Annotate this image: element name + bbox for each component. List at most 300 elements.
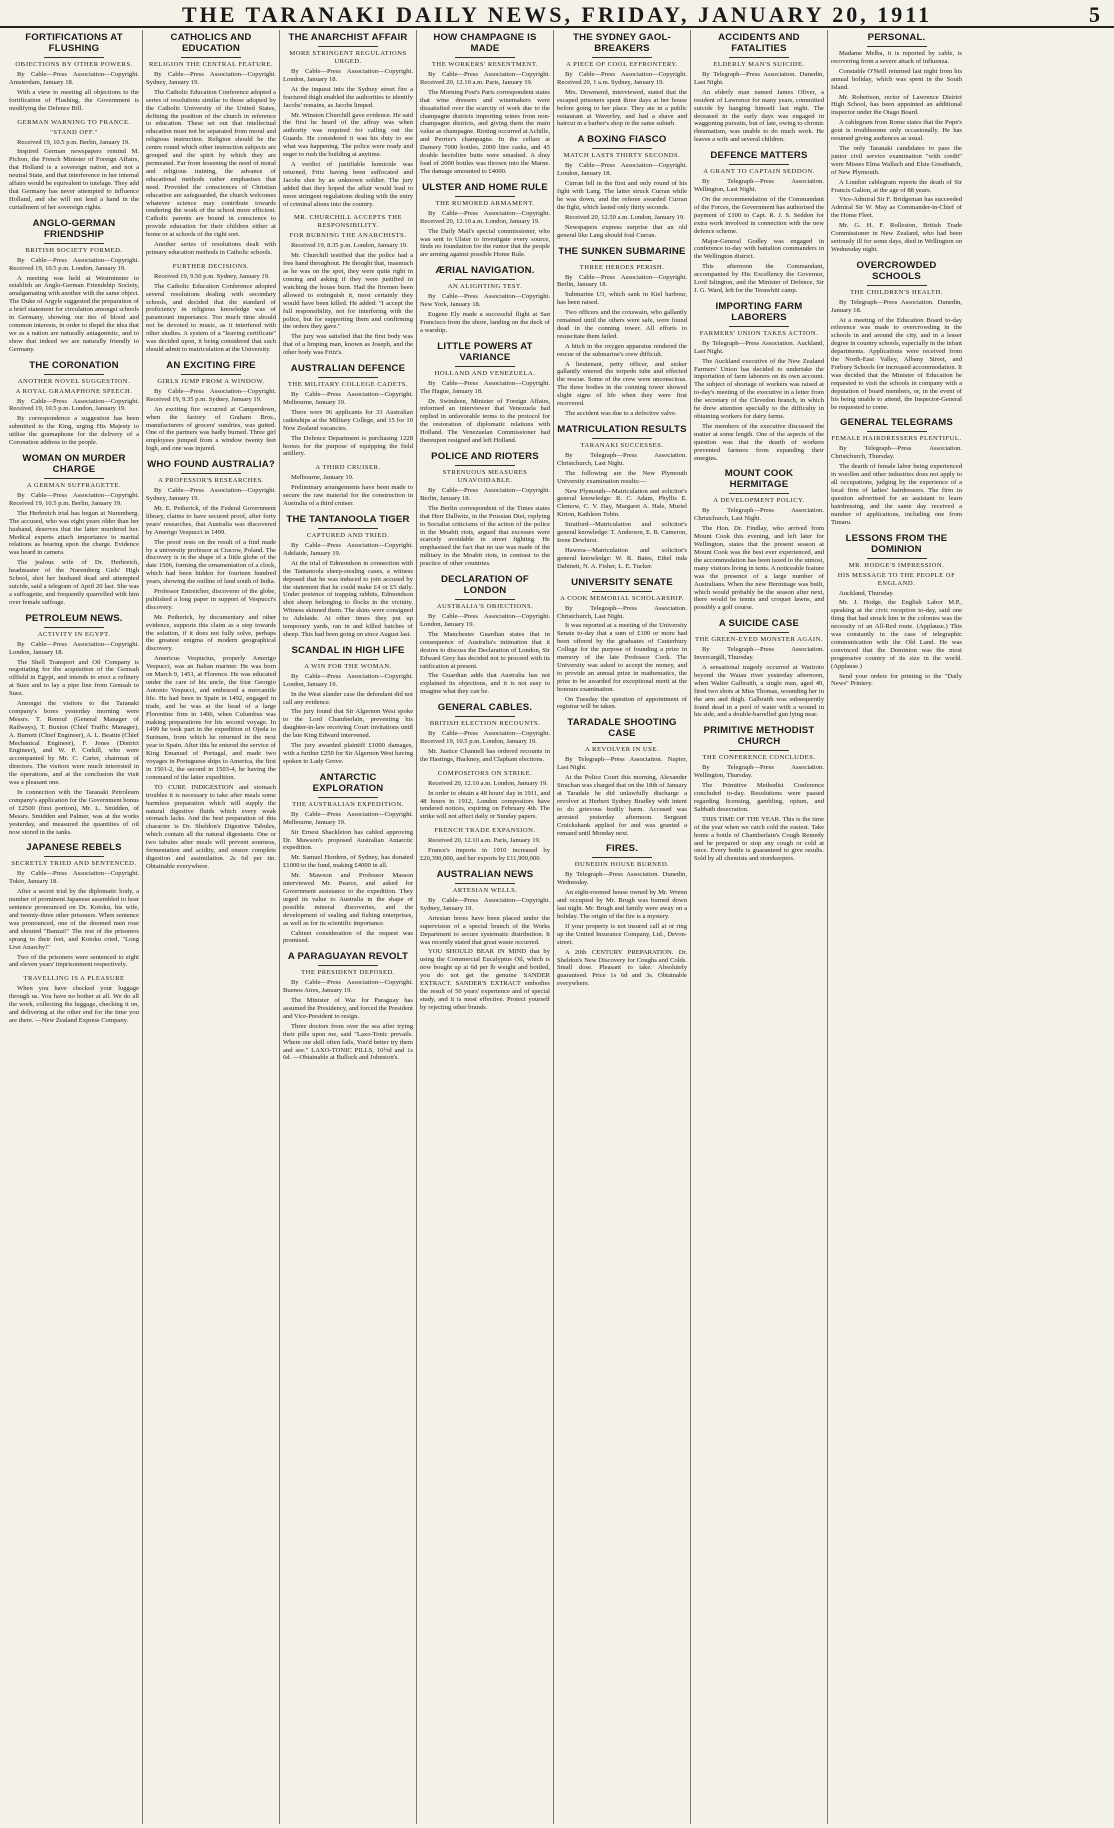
article-paragraph: By Cable—Press Association—Copyright. The Hague, January 18.	[420, 379, 550, 395]
article	[420, 770, 550, 822]
article-paragraph: At the inquest into the Sydney street fire a fractured thigh enabled the authorities to identify Jacobs' remains, as Jacobs limped.	[283, 85, 413, 109]
article	[831, 533, 962, 689]
article-paragraph: At the trial of Edmondson in connection with the Tantanoola sheep-stealing cases, a witness deposed that he was induced to join accused by the statement that he could make £4 or £5 daily. Under pretence of trapping rabbits, Edmondson shot sheep belonging to flocks in the vicinity. Witness skinned them. The skins were consigned to Adelaide. At other times they put up temporary yards, ran in and killed batches of sheep. This had been going on since August last.	[283, 559, 413, 638]
article-subheading: A PIECE OF COOL EFFRONTERY.	[566, 61, 678, 68]
article-paragraph: The jury awarded plaintiff £1000 damages, with a further £250 for Sir Algernon West having spoken to Lady Grove.	[283, 742, 413, 765]
article-headline: THE SUNKEN SUBMARINE	[558, 245, 686, 257]
article-headline: LESSONS FROM THE DOMINION	[845, 532, 948, 555]
headline-rule	[729, 164, 789, 165]
article-headline: THE TANTANOOLA TIGER	[286, 513, 410, 525]
article-paragraph: In order to obtain a 48 hours' day in 1911, and 48 hours in 1912, London compositors have tendered notices, expiring on February 4th. The strike will not affect daily or Sunday papers.	[420, 789, 550, 821]
article-paragraph: By Telegraph—Press Association. Christchurch, Thursday.	[831, 445, 962, 461]
column-6	[691, 30, 828, 1824]
headline-rule	[729, 57, 789, 58]
headline-rule	[592, 260, 652, 261]
article	[9, 453, 139, 607]
article-paragraph: Mr. Churchill testified that the police had a free hand throughout. He thought that, inasmuch as he was on the spot, they were quite right in coming and asking if they were justified in watching the house burn. Had the firemen been allowed to extinguish it, most certainly they would have been killed. He added: "I accept the full responsibility, not for interfering with the police, but for supporting them and confirming the orders they gave."	[283, 252, 413, 331]
article-paragraph: Auckland, Thursday.	[839, 589, 894, 597]
article-paragraph: Newspapers express surprise that an old general like Lang should foul Curran.	[557, 223, 687, 239]
article-paragraph: There were 96 applicants for 33 Australian cadetships at the Military College, and 15 for 10 New Zealand vacancies.	[283, 408, 413, 432]
article	[283, 363, 413, 458]
article	[283, 214, 413, 357]
headline-rule	[592, 857, 652, 858]
article-paragraph: This afternoon the Commandant, accompanied by His Excellency the Governor, Lord Islington, and the Minister of Defence, Sir J. G. Ward, left for the Terawhiti camp.	[694, 263, 824, 294]
article-paragraph: The proof rests on the result of a find made by a university professor at Cracow, Poland. The discovery is in the shape of a little globe of the date 1506, forming the ornamentation of a clock, which had been hidden for fourteen hundred years, showing the outline of land south of India.	[146, 538, 276, 586]
article-paragraph: The only Taranaki candidates to pass the junior civil service examination "with credit" were Misses Elma Wallach and Elsie Greatbatch, of New Plymouth.	[831, 144, 962, 176]
headline-rule	[455, 716, 515, 717]
article-subheading: ACTIVITY IN EGYPT.	[37, 630, 111, 638]
article-paragraph: Amongst the visitors to the Taranaki company's bores yesterday morning were Messrs. T. Renouf (General Manager of Railways), T. Buxton (Chief Traffic Manager), A. Burnett (Chief Engineer), A. L. Beattie (Chief Mechanical Engineer), F. Jones (District Engineer), and W. P. Corkill, who were accompanied by Mr. C. Carter, chairman of directors. The visitors were much interested in the operations, and at the conclusion the visit was a pleasant one.	[9, 700, 139, 787]
column-2	[143, 30, 280, 1824]
article-subheading: THE CONFERENCE CONCLUDES.	[702, 754, 816, 762]
article	[283, 514, 413, 639]
headline-rule	[867, 558, 927, 559]
article-paragraph: Curran fell in the first and only round of his fight with Lang. The latter struck Curran while he was down, and the referee awarded Curran the fight, which lasted only thirty seconds.	[557, 180, 687, 211]
article-headline: ACCIDENTS AND FATALITIES	[718, 32, 800, 54]
article-subheading: A PROFESSOR'S RESEARCHES.	[158, 477, 264, 485]
article-paragraph: TO CURE INDIGESTION and stomach troubles it is necessary to take after meals some harmless preparation which will supply the natural digestive fluids which every weak stomach lacks. And the best preparation of this character is Dr. Sheldon's Digestive Tabules, which contain all the natural digestants. One or two tabules after meals will prevent sourness, fermentation and acidity, and ensure complete digestion and assimilation. 2s 6d per tin. Obtainable everywhere.	[146, 783, 276, 870]
article	[9, 975, 139, 1025]
article-headline: LITTLE POWERS AT VARIANCE	[437, 340, 533, 363]
headline-rule	[318, 46, 378, 47]
headline-rule	[44, 627, 104, 628]
article-paragraph: The Daily Mail's special commissioner, who was sent to Ulster to investigate every source, finds no foundation for the rumor that the people are arming against possible Home Rule.	[420, 227, 550, 259]
headline-rule	[455, 599, 515, 600]
article-headline: THE CORONATION	[29, 359, 119, 371]
article-paragraph: By Telegraph—Press Association. Invercargill, Thursday.	[694, 646, 824, 662]
article-paragraph: By Telegraph—Press Association. Auckland, Last Night.	[694, 339, 824, 355]
article-subheading: AN ALIGHTING TEST.	[447, 283, 523, 291]
article-paragraph: Send your orders for printing to the "Daily News" Printery.	[831, 672, 962, 688]
headline-rule	[318, 797, 378, 798]
headline-rule	[729, 493, 789, 494]
article-headline: IMPORTING FARM LABORERS	[715, 300, 803, 323]
article	[694, 618, 824, 719]
article	[146, 263, 276, 354]
article-headline: MATRICULATION RESULTS	[557, 423, 687, 435]
article-headline: FIRES.	[605, 843, 639, 855]
article-paragraph: By correspondence a suggestion has been submitted to the King, urging His Majesty to utilise the gramaphone for the delivery of a Coronation address to the people.	[9, 415, 139, 447]
headline-rule	[318, 659, 378, 660]
article-headline: OVERCROWDED SCHOOLS	[856, 259, 937, 282]
article	[831, 417, 962, 526]
article-subheading: ELDERLY MAN'S SUICIDE.	[713, 61, 805, 68]
article-subheading: MORE STRINGENT REGULATIONS URGED.	[289, 50, 407, 65]
article-paragraph: On Tuesday the question of appointment of registrar will be taken.	[557, 695, 687, 711]
article-paragraph: Sir Ernest Shackleton has cabled approving Dr. Mawson's proposed Australian Antarctic expedition.	[283, 828, 413, 852]
article-paragraph: By Cable—Press Association—Copyright. New York, January 18.	[420, 293, 550, 309]
article-paragraph: Hawera—Matriculation and solicitor's general knowledge: W. R. Bates, Ethel inda Dabinett, N. A. Fisher, L. E. Tucker.	[557, 546, 687, 570]
article	[694, 150, 824, 295]
headline-rule	[44, 478, 104, 479]
article-headline: SCANDAL IN HIGH LIFE	[291, 644, 405, 656]
article-headline: HOW CHAMPAGNE IS MADE	[433, 32, 537, 54]
article-paragraph: Dr. Swindeen, Minister of Foreign Affairs, informed an interviewer that Venezuela had replied in unfavorable terms to the protocol for the restoration of diplomatic relations with Holland. The Venezuelan Commissioner had thereupon resigned and left Holland.	[420, 397, 550, 445]
article-subheading: FEMALE HAIRDRESSERS PLENTIFUL.	[831, 435, 962, 443]
article	[9, 119, 139, 212]
article-paragraph: THIS TIME OF THE YEAR. This is the time of the year when we catch cold the easiest. Take home a bottle of Chamberlain's Cough Remedy and be prepared to stop any cough or cold at once. Every bottle is guaranteed to give results. Sold by all chemists and storekeepers.	[694, 815, 824, 863]
article-paragraph: By Cable—Press Association—Copyright. Received 19, 9.35 p.m. Sydney, January 19.	[146, 387, 276, 403]
article-paragraph: Mr. Petherick, by documentary and other evidence, supports this claim as a step towards the solution, if it does not fully solve, perhaps the greatest enigma of modern geographical discovery.	[146, 613, 276, 653]
article-paragraph: The following are the New Plymouth University examination results:—	[557, 469, 687, 485]
article	[283, 464, 413, 508]
article	[9, 32, 139, 113]
article-paragraph: The Manchester Guardian states that in consequence of Australia's intimation that it desires to discuss the Declaration of London, Sir Edward Grey has decided not to proceed with its ratification at present.	[420, 630, 550, 670]
article-subheading: HOLLAND AND VENEZUELA.	[434, 369, 536, 377]
article-paragraph: Received 19, 8.35 p.m. London, January 19.	[291, 242, 408, 250]
newspaper-title: THE TARANAKI DAILY NEWS, FRIDAY, JANUARY 20, 1911	[181, 2, 933, 27]
article-paragraph: A sensational tragedy occurred at Waiiroto beyond the Waiau river yesterday afternoon, when Walter Galbraith, a single man, aged 40, fired two shots at Miss Thomas, wounding her in the arm and thigh. Galbraith was subsequently found dead in a pool of water with a wound in his side, and a double-barrelled gun lying near.	[694, 664, 824, 719]
article-paragraph: Artesian bores have been placed under the supervision of a special branch of the Works Department to secure systematic distribution. It was recently stated that great waste occurred.	[420, 914, 550, 946]
article-paragraph: Mrs. Dowmend, interviewed, stated that the escaped prisoners spent three days at her house before going to her place. They ate in a public restaurant at Waverley, and had a shave and haircut in a barber's shop in the same suburb.	[557, 88, 687, 128]
article-subheading: FARMERS' UNION TAKES ACTION.	[699, 329, 819, 337]
article	[9, 360, 139, 447]
article-paragraph: By Cable—Press Association—Copyright. Received 20, 12.10 a.m. Paris, January 19.	[420, 71, 550, 86]
article-paragraph: By Cable—Press Association—Copyright. Berlin, January 18.	[557, 273, 687, 289]
article-paragraph: The Primitive Methodist Conference concluded to-day. Resolutions were passed regarding licensing, gambling, opium, and Sabbath desecration.	[694, 782, 824, 813]
article	[831, 260, 962, 412]
article-paragraph: The accident was due to a defective valve.	[565, 410, 677, 417]
article	[557, 246, 687, 418]
article-headline: DECLARATION OF LONDON	[441, 574, 529, 597]
article-paragraph: The jury was satisfied that the first body was that of a limping man, known as Joseph, and the other body was Fritz's.	[283, 333, 413, 357]
article-headline: AUSTRALIAN NEWS	[436, 869, 534, 880]
article-paragraph: On the recommendation of the Commandant of the Forces, the Government has authorised the payment of £100 to Capt. R. J. S. Seddon for extra work involved in connection with the new defence scheme.	[694, 195, 824, 235]
article-paragraph: Received 20, 12.50 a.m. London, January 19.	[565, 213, 685, 221]
headline-rule	[867, 285, 927, 286]
article-subheading: HIS MESSAGE TO THE PEOPLE OF ENGLAND.	[837, 571, 956, 587]
article	[283, 645, 413, 766]
article-subheading: THREE HEROES PERISH.	[579, 263, 665, 271]
article-paragraph: The Berlin correspondent of the Times states that Herr Dallwitz, in the Prussian Diet, replying to Socialist criticisms of the action of the police in the Moabit riots, argued that excesses were scarcely avoidable in street fighting. He emphasised the fact that no use was made of the military in the Moabit riots, in contrast to the practice of other countries.	[420, 504, 550, 568]
article-paragraph: By Telegraph—Press Association. Dunedin, Last Night.	[694, 71, 824, 86]
article-headline: TARADALE SHOOTING CASE	[567, 717, 677, 740]
article-subheading: THE AUSTRALIAN EXPEDITION.	[292, 800, 404, 808]
article-paragraph: Three doctors from over the sea after trying their pills upon me, said "Laxo-Tonic prevails. Where our skill often fails, You'd better try them and see." LAXO-TONIC PILLS, 10½d and 1s 6d. —Obtainable at Bullock and Johnston's.	[283, 1022, 413, 1062]
article-headline: AUSTRALIAN DEFENCE	[290, 363, 406, 375]
article	[283, 32, 413, 208]
column-7	[828, 30, 965, 1824]
article-subheading: RELIGION THE CENTRAL FEATURE.	[148, 61, 274, 68]
article-paragraph: The jealous wife of Dr. Herbreich, headmaster of the Nuremberg Girls' High School, shot her husband dead and attempted suicide, said a telegram of April 20 last. She was a suffragette, and frequently quarrelled with him over female suffrage.	[9, 559, 139, 606]
article	[146, 32, 276, 257]
article-paragraph: An exciting fire occurred at Camperdown, when the factory of Graham Bros., manufacturers of grocers' sundries, was gutted. One of the partners was badly burned. Three girl employees jumped from a window twenty feet high, and one was injured.	[146, 405, 276, 453]
article	[557, 32, 687, 128]
columns-container	[6, 30, 1108, 1824]
article-subheading: MR. CHURCHILL ACCEPTS THE RESPONSIBILITY.	[293, 214, 403, 230]
article-paragraph: By Cable—Press Association—Copyright. London, January 18.	[283, 68, 413, 83]
article-subheading: A REVOLVER IN USE.	[585, 746, 659, 754]
column-4	[417, 30, 554, 1824]
headline-rule	[318, 528, 378, 529]
article-subheading: ANOTHER NOVEL SUGGESTION.	[17, 377, 131, 385]
article-subheading: FOR BURNING THE ANARCHISTS.	[289, 232, 407, 240]
article-headline: PERSONAL.	[867, 32, 926, 43]
article-paragraph: The Minister of War for Paraguay has assumed the Presidency, and forced the President and Vice-President to resign.	[283, 997, 413, 1020]
article-headline: CATHOLICS AND EDUCATION	[170, 32, 252, 54]
article	[420, 182, 550, 259]
headline-rule	[592, 148, 652, 149]
article-paragraph: By Cable—Press Association—Copyright. London, January 18.	[557, 162, 687, 178]
article-paragraph: Received 20, 12.10 a.m. London, January 19.	[428, 779, 548, 787]
article	[420, 827, 550, 863]
article-paragraph: Received 20, 12.10 a.m. Paris, January 19.	[428, 837, 541, 845]
article-subheading: MATCH LASTS THIRTY SECONDS.	[563, 152, 681, 160]
headline-rule	[455, 279, 515, 280]
headline-rule	[867, 431, 927, 432]
article-paragraph: With a view to meeting all objections to the fortification of Flushing, the Government is modifying the Defence Bill.	[9, 88, 139, 112]
article-paragraph: By Telegraph—Press Association. Wellington, Last Night.	[694, 178, 824, 194]
article-paragraph: The Auckland executive of the New Zealand Farmers' Union has decided to undertake the importation of farm laborers on its own account. The subject of shortage of workers was raised at to-day's meeting of the executive in a letter from the secretary of the Clevedon branch, in which he drew attention specially to the difficulty in obtaining workers for dairy farms.	[694, 357, 824, 420]
article	[420, 451, 550, 568]
article-paragraph: In connection with the Taranaki Petroleum company's application for the Government bonus of £2500 (first portion), Mr. L. Smidden, of Messrs. Smidden and Palmer, was at the works yesterday, and measured the quantities of oil now stored in the tanks.	[9, 789, 139, 836]
article-paragraph: By Cable—Press Association—Copyright. London, January 19.	[283, 672, 413, 688]
article-headline: JAPANESE REBELS	[26, 842, 122, 854]
article-paragraph: Another series of resolutions dealt with primary education methods in Catholic schools.	[146, 241, 276, 256]
article-paragraph: Melbourne, January 19.	[291, 474, 354, 482]
article	[694, 32, 824, 144]
article-paragraph: France's imports in 1910 increased by £20,390,000, and her exports by £11,900,000.	[420, 847, 550, 863]
article-subheading: GIRLS JUMP FROM A WINDOW.	[157, 377, 265, 385]
article	[9, 613, 139, 837]
article-paragraph: In the West slander case the defendant did not call any evidence.	[283, 690, 413, 706]
article-paragraph: Two officers and the coxswain, who gallantly remained until the others were safe, were found dead in the conning tower. All efforts to resuscitate them failed.	[557, 309, 687, 340]
article-subheading: A THIRD CRUISER.	[315, 464, 381, 472]
article	[420, 341, 550, 445]
article-paragraph: Two of the prisoners were sentenced to eight and eleven years' imprisonment respectively.	[9, 953, 139, 969]
article-subheading: TRAVELLING IS A PLEASURE	[23, 975, 125, 983]
headline-rule	[867, 46, 927, 47]
article-subheading: SECRETLY TRIED AND SENTENCED.	[11, 860, 137, 868]
article	[831, 32, 962, 254]
article-headline: ULSTER AND HOME RULE	[422, 181, 548, 193]
article-headline: MOUNT COOK HERMITAGE	[724, 468, 794, 491]
article-headline: FORTIFICATIONS AT FLUSHING	[25, 32, 123, 54]
article-paragraph: By Cable—Press Association—Copyright. Received 19, 10.5 p.m. London, January 19.	[9, 256, 139, 272]
article-paragraph: By Cable—Press Association—Copyright. Sydney, January 19.	[146, 487, 276, 503]
article-headline: THE ANARCHIST AFFAIR	[288, 32, 408, 43]
article-headline: THE SYDNEY GAOL-BREAKERS	[573, 32, 671, 54]
article-subheading: COMPOSITORS ON STRIKE.	[437, 769, 533, 777]
article-paragraph: By Cable—Press Association—Copyright. London, January 18.	[9, 640, 139, 656]
article-subheading: THE GREEN-EYED MONSTER AGAIN.	[694, 636, 824, 644]
article-paragraph: Professor Entreicher, discoverer of the globe, published a long paper in support of Vespucci's discovery.	[146, 588, 276, 611]
article-subheading: FURTHER DECISIONS.	[172, 262, 250, 270]
article-headline: UNIVERSITY SENATE	[571, 576, 673, 588]
headline-rule	[592, 57, 652, 58]
article-paragraph: By Cable—Press Association—Copyright. Melbourne, January 19.	[283, 810, 413, 826]
article-subheading: MR. HODGE'S IMPRESSION.	[848, 561, 945, 569]
article-paragraph: Cabinet consideration of the request was promised.	[283, 929, 413, 945]
article	[9, 218, 139, 354]
article-subheading: THE RUMORED ARMAMENT.	[435, 199, 535, 207]
headline-rule	[455, 366, 515, 367]
article-paragraph: Major-General Godley was engaged in conference to-day with battalion commanders in the Wellington district.	[694, 237, 824, 261]
article	[420, 702, 550, 764]
article	[694, 725, 824, 863]
article-paragraph: By Cable—Press Association—Copyright. Received 20, 1 a.m. Sydney, January 19.	[557, 71, 687, 86]
article-paragraph: By Cable—Press Association—Copyright. Berlin, January 18.	[420, 487, 550, 502]
article-subheading: OBJECTIONS BY OTHER POWERS.	[15, 61, 133, 68]
article-headline: ANTARCTIC EXPLORATION	[312, 771, 384, 794]
headline-rule	[592, 438, 652, 439]
article-headline: AN EXCITING FIRE	[166, 359, 256, 371]
article-paragraph: Stratford—Matriculation and solicitor's general knowledge: T. Anderson, E. B. Cameron, Irene Dewhirst.	[557, 521, 687, 544]
article-paragraph: Mr. Winston Churchill gave evidence. He said the first he heard of the affray was when authority was required for calling out the Guards. He considered it was his duty to see what was happening. The police were ready and eager to rush the building at anytime.	[283, 111, 413, 159]
article-headline: POLICE AND RIOTERS	[431, 451, 539, 462]
article-paragraph: Eugene Ely made a successful flight at San Francisco from the shore, landing on the deck of a warship.	[420, 311, 550, 334]
masthead	[0, 0, 1114, 28]
article-subheading: DUNEDIN HOUSE BURNED.	[574, 861, 670, 869]
article-headline: A SUICIDE CASE	[718, 618, 800, 630]
headline-rule	[729, 750, 789, 751]
article-paragraph: Mr. Samuel Hordern, of Sydney, has donated £1000 to the fund, making £4000 in all.	[283, 854, 413, 870]
article-subheading: BRITISH ELECTION RECOUNTS.	[429, 720, 541, 728]
article-paragraph: A meeting was held at Westminster to establish an Anglo-German Friendship Society, amalgamating with another with the same object. The Duke of Argyle suggested the preparation of a brief statement for circulation amongst schools in Germany, showing our ties of blood and common interests, in order to dispel the idea that we as a nation are naturally antagonistic, and to show that indeed we are naturally friendly to Germany.	[9, 274, 139, 353]
article-paragraph: Mr. E. Petherick, of the Federal Government library, claims to have secured proof, after forty years' researches, that Australia was discovered by Amerigo Vespucci in 1499.	[146, 504, 276, 536]
article-paragraph: Vice-Admiral Sir F. Bridgeman has succeeded Admiral Sir W. May as Commander-in-Chief of the Home Fleet.	[831, 196, 962, 220]
article-paragraph: Mr. Robertson, rector of Lawrence District High School, has been appointed an additional inspector under the Otago Board.	[831, 93, 962, 117]
article-headline: A BOXING FIASCO	[577, 134, 667, 146]
article-headline: GENERAL TELEGRAMS	[839, 417, 954, 429]
article	[146, 360, 276, 453]
article-paragraph: By Telegraph—Press Association. Christchurch, Last Night.	[557, 451, 687, 467]
article-subheading: GERMAN WARNING TO FRANCE.	[17, 118, 131, 126]
headline-rule	[44, 243, 104, 244]
article-paragraph: The dearth of female labor being experienced in woollen and other industries does not apply to all occupations, judging by the experience of a local firm of ladies' hairdressers. The firm in question advertised for an assistant to learn hairdressing, and the same day received a number of applications, including one from Timaru.	[831, 463, 962, 526]
article-paragraph: A London cablegram reports the death of Sir Francis Galton, at the age of 88 years.	[831, 178, 962, 194]
article-paragraph: By Cable—Press Association—Copyright. Melbourne, January 19.	[283, 391, 413, 406]
article-headline: GENERAL CABLES.	[437, 702, 533, 714]
article	[557, 717, 687, 837]
article	[146, 459, 276, 871]
headline-rule	[729, 632, 789, 633]
article	[557, 424, 687, 571]
article-paragraph: By Cable—Press Association—Copyright. Received 20, 12.10 a.m. London, January 19.	[420, 209, 550, 225]
article-paragraph: Mr. G. H. F. Rolleston, British Trade Commissioner in New Zealand, who had been seriously ill for some days, died in Wellington on Wednesday night.	[831, 222, 962, 253]
article-subheading: THE CHILDREN'S HEALTH.	[850, 288, 943, 296]
article-paragraph: By Cable—Press Association—Copyright. Tokio, January 18.	[9, 870, 139, 886]
article	[9, 842, 139, 969]
article-paragraph: By Telegraph—Press Association. Christchurch, Last Night.	[557, 604, 687, 620]
article-paragraph: By Cable—Press Association—Copyright. Received 19, 10.5 p.m. Berlin, January 19.	[9, 492, 139, 507]
article-paragraph: By Cable—Press Association—Copyright. Received 19, 10.5 p.m. London, January 19.	[420, 730, 550, 746]
article-paragraph: The Catholic Education Conference adopted several resolutions dealing with secondary schools, and decided that the standard of proficiency in religious knowledge was of paramount importance. Too much time should not be devoted to music, as it interfered with other studies. A system of a "leaving certificate" was decided upon, it being considered that such should admit to matriculation at the University.	[146, 282, 276, 353]
article-headline: ÆRIAL NAVIGATION.	[435, 265, 535, 277]
article-subheading: STRENUOUS MEASURES UNAVOIDABLE.	[442, 469, 528, 484]
article	[420, 574, 550, 696]
article-paragraph: An elderly man named James Oliver, a resident of Lawrence for many years, committed suicide by hanging himself last night. The deceased in the early days was engaged in waggoning pursuits, but of late, owing to chronic rheumatism, was unable to do much work. He leaves a wife and several children.	[694, 88, 824, 144]
article-paragraph: Constable O'Neill returned last night from his annual holiday, which was spent in the South Island.	[831, 67, 962, 91]
article-paragraph: Mr. Justice Channell has ordered recounts in the Hastings, Hackney, and Clapham elections.	[420, 747, 550, 763]
article-headline: WOMAN ON MURDER CHARGE	[22, 453, 126, 475]
page-number: 5	[1089, 2, 1100, 27]
article-subheading: A ROYAL GRAMAPHONE SPEECH.	[15, 387, 133, 395]
article-subheading: TARANAKI SUCCESSES.	[580, 441, 664, 449]
article-subheading: CAPTURED AND TRIED.	[306, 531, 390, 539]
article-paragraph: By Telegraph—Press Association. Dunedin, Wednesday.	[557, 871, 687, 887]
headline-rule	[729, 326, 789, 327]
article-paragraph: By Telegraph—Press Association. Dunedin, January 18.	[831, 298, 962, 314]
headline-rule	[44, 57, 104, 58]
article-paragraph: By Cable—Press Association—Copyright. Buenos Aires, January 19.	[283, 979, 413, 995]
article-paragraph: It was reported at a meeting of the University Senate to-day that a sum of £100 or more had been offered by the graduates of Canterbury College for the purpose of founding a prize in memory of the late Professor Cook. The University was asked to accept the money, and to provide an annual prize in mathematics, the prize to be awarded for exceptional merit at the honours examination.	[557, 622, 687, 693]
article	[694, 468, 824, 612]
article-paragraph: At a meeting of the Education Board to-day reference was made to overcrowding in the schools in and around the city, and in a lesser degree in country schools, especially in the infant departments. Applications were received from the North-East Valley, Albany Street, and Forbury Schools for increased accommodation. It was decided that the Minister of Education be requested to visit the schools in company with a deputation of board members, or, in the event of his being unable to attend, the Inspector-General be requested to come.	[831, 316, 962, 411]
article-subheading: A DEVELOPMENT POLICY.	[713, 497, 805, 505]
headline-rule	[181, 57, 241, 58]
article-subheading: A COOK MEMORIAL SCHOLARSHIP.	[560, 594, 684, 602]
article-paragraph: An eight-roomed house owned by Mr. Wrenn and occupied by Mr. Brugh was burned down last night. Mr. Brugh and family were away on a holiday. The origin of the fire is a mystery.	[557, 889, 687, 920]
article-headline: ANGLO-GERMAN FRIENDSHIP	[32, 217, 116, 240]
article-headline: WHO FOUND AUSTRALIA?	[147, 459, 275, 471]
article	[557, 843, 687, 988]
article-paragraph: The Shell Transport and Oil Company is negotiating for the acquisition of the Gemsah oilfield in Egypt, and intends to erect a refinery at Suez and to lay a pipe line from Gemsah to Suez.	[9, 658, 139, 698]
article	[283, 772, 413, 946]
article-paragraph: By Cable—Press Association—Copyright. Amsterdam, January 18.	[9, 71, 139, 86]
article	[420, 32, 550, 176]
article	[694, 301, 824, 463]
headline-rule	[455, 196, 515, 197]
article-paragraph: The Guardian adds that Australia has not explained its objections, and it is not easy to imagine what they can be.	[420, 672, 550, 696]
article-subheading: ARTESIAN WELLS.	[452, 887, 518, 894]
article-subheading: BRITISH SOCIETY FORMED.	[25, 246, 123, 254]
headline-rule	[181, 374, 241, 375]
column-5	[554, 30, 691, 1824]
article-headline: A PARAGUAYAN REVOLT	[287, 951, 409, 963]
article-paragraph: By Cable—Press Association—Copyright. London, January 19.	[420, 613, 550, 628]
article-paragraph: Preliminary arrangements have been made to secure the raw material for the construction in Australia of a third cruiser.	[283, 484, 413, 508]
headline-rule	[44, 856, 104, 857]
article-paragraph: A 20th CENTURY PREPARATION. Dr. Sheldon's New Discovery for Coughs and Colds. Small dose. Pleasant to take. Absolutely guaranteed. Price 1s 6d and 3s. Obtainable everywhere.	[557, 948, 687, 988]
article-paragraph: By Telegraph—Press Association. Wellington, Thursday.	[694, 764, 824, 780]
article-paragraph: Received 19, 10.5 p.m. Berlin, January 19.	[17, 138, 130, 146]
article	[557, 577, 687, 712]
article-paragraph: By Cable—Press Association—Copyright. Received 19, 10.5 p.m. London, January 19.	[9, 397, 139, 413]
article-paragraph: After a secret trial by the diplomatic body, a number of prominent Japanese assembled to hear sentence pronounced on Dr. Kotoku, his wife, and twenty-three other prisoners. When sentence was pronounced, one of the doomed men rose and shouted "Banzai!" The rest of the prisoners sprang to their feet, and Kotoku cried, "Long Live Anarchy!"	[9, 888, 140, 951]
article-paragraph: The Defence Department is purchasing 1228 horses for the purpose of equipping the field artillery.	[283, 434, 413, 458]
article-paragraph: By Cable—Press Association—Copyright. Sydney, January 19.	[420, 897, 550, 912]
article-paragraph: By Telegraph—Press Association. Napier, Last Night.	[557, 756, 687, 772]
article-paragraph: A lieutenant, petty officer, and stoker gallantly entered the torpedo tube and effected the rescue. Some of the crew were unconscious. The three bodies in the conning tower showed slight signs of life when they were first recovered.	[557, 360, 687, 408]
article-paragraph: The Herbreich trial has begun at Nuremberg. The accused, who was eight years older than her husband, deserves that the latter murdered her. Medical experts attach importance to marital relations as bearing upon the charge. Evidence was heard in camera.	[9, 509, 139, 557]
article-paragraph: Americus Vespucius, properly Amerigo Vespucci, was an Italian mariner. He was born on March 9, 1451, at Florence. He was educated under the care of his uncle, the friar Georgio Antonio Vespucci, and embraced a mercantile life. He had been in Spain in 1492, engaged in trade, and he was at the head of a large Florentine firm in 1496, when Columbus was making preparations for his second voyage. In 1499 he took part in the expedition of Ojeda to Surinam, from which he returned in the next year to Spain. After this he entered the service of King Emanuel of Portugal, and made two voyages in Portuguese ships to America, the first in 1501-2, the second in 1503-4, he having the command of the latter expedition.	[146, 655, 276, 781]
article	[420, 869, 550, 1012]
article-subheading: THE PRESIDENT DEPOSED.	[301, 969, 395, 977]
article-paragraph: By Telegraph—Press Association. Christchurch, Last Night.	[694, 507, 824, 523]
headline-rule	[455, 57, 515, 58]
article-paragraph: The members of the executive discussed the matter at some length. One of the aspects of the question was that the dearth of workers prevented farmers from expanding their energies.	[694, 422, 824, 462]
article-paragraph: YOU SHOULD BEAR IN MIND that by using the Commercial Eucalyptus Oil, which is now bought up at 6d per lb weight and bottled, you do not get the genuine SANDER EXTRACT. SANDER'S EXTRACT embodies the result of 50 years' experience and of special study, and it is most effective. Protect yourself by rejecting other brands.	[420, 948, 550, 1011]
headline-rule	[181, 473, 241, 474]
article-subheading: A WIN FOR THE WOMAN.	[304, 662, 392, 670]
article-paragraph: A cablegram from Rome states that the Pope's gout is troublesome only occasionally. He has resumed giving audiences as usual.	[831, 119, 962, 143]
article-paragraph: Mr. J. Hodge, the English Labor M.P., speaking at the civic reception to-day, said one thing that had struck him in the colonies was the necessity of an All-Red route. (Applause.) This was constantly in the case of telegraphic communication with the Old Land. He was convinced that the Dominion was the most progressive country of its size in the world. (Applause.)	[831, 599, 962, 670]
article-subheading: AUSTRALIA'S OBJECTIONS.	[436, 603, 534, 611]
headline-rule	[592, 742, 652, 743]
article-paragraph: At the Police Court this morning, Alexander Strachan was charged that on the 18th of January at Taradale he did unlawfully discharge a revolver at Herbert Sydney Bradley with intent to do grievous bodily harm. Accused was arrested yesterday afternoon. Sergeant Cruickshank applied for and was granted a remand until Monday next.	[557, 774, 687, 837]
article-paragraph: New Plymouth—Matriculation and solicitor's general knowledge: R. C. Adam, Phyllis E. Clemow, C. V. Day, Margaret A. Hale, Muriel Kirton, Kathleen Tobin.	[557, 487, 687, 519]
article-paragraph: Mr. Mawson and Professor Masson interviewed Mr. Pearce, and asked for Government assistance to the expedition. They urged its value to Australia in the shape of possible mineral discoveries, and the development of sealing and fishing enterprises, as well as for its scientific importance.	[283, 872, 413, 927]
article-headline: DEFENCE MATTERS	[710, 150, 808, 162]
article-paragraph: Madame Melba, it is reported by cable, is recovering from a severe attack of influenza.	[831, 50, 962, 65]
article-headline: PRIMITIVE METHODIST CHURCH	[703, 725, 815, 748]
headline-rule	[592, 591, 652, 592]
article-paragraph: If your property is not insured call at or ring up the United Insurance Company, Ltd., Devon-street.	[557, 922, 687, 946]
article-subheading: "STAND OFF."	[50, 128, 98, 136]
article-subheading: THE WORKERS' RESENTMENT.	[431, 61, 539, 68]
article-subheading: A GERMAN SUFFRAGETTE.	[26, 482, 122, 489]
